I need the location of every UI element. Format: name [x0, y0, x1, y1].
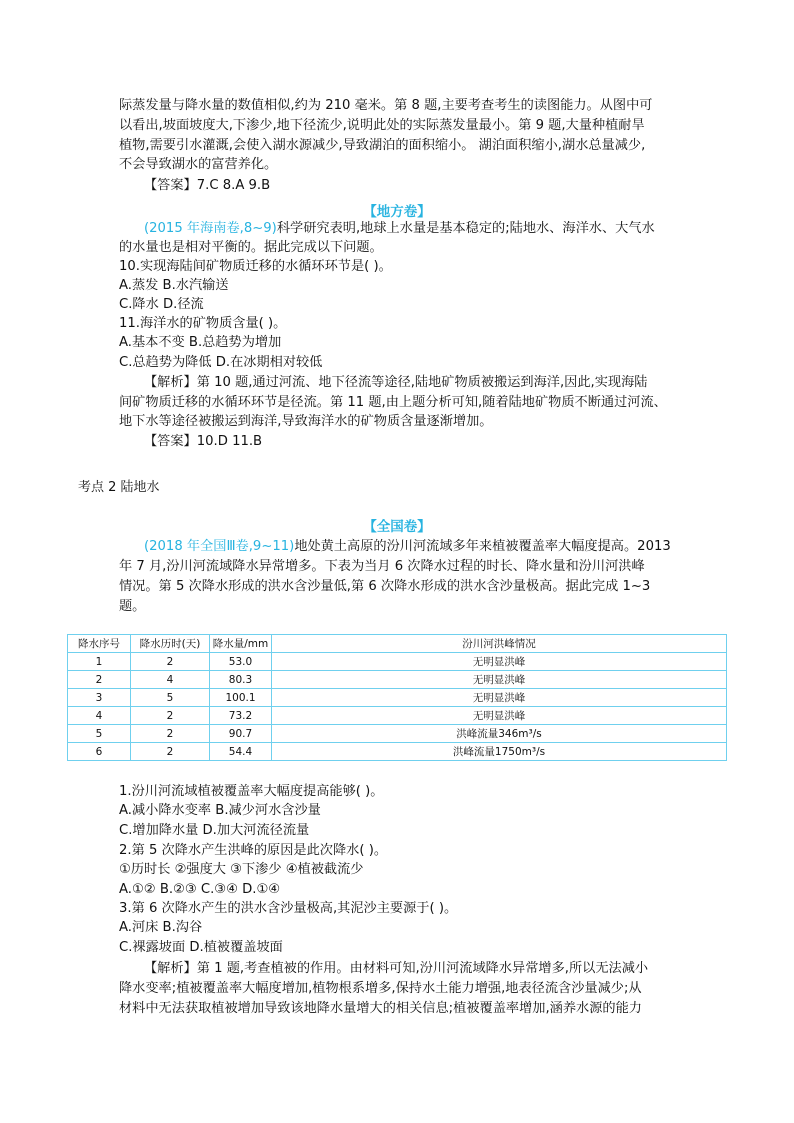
question-1: 1.汾川河流域植被覆盖率大幅度提高能够( )。: [119, 784, 384, 799]
topic-heading: 考点 2 陆地水: [78, 480, 160, 495]
paragraph-line: 以看出,坡面坡度大,下渗少,地下径流少,说明此处的实际蒸发量最小。第 9 题,大量种植耐旱: [119, 118, 645, 133]
question-3: 3.第 6 次降水产生的洪水含沙量极高,其泥沙主要源于( )。: [119, 901, 458, 916]
table-row: [68, 725, 727, 743]
table-cell: 100.1: [210, 689, 272, 707]
section-title-national: 【全国卷】: [363, 519, 431, 535]
table-cell: 4: [131, 671, 210, 689]
analysis-line: 间矿物质迁移的水循环环节是径流。第 11 题,由上题分析可知,随着陆地矿物质不断通过河流、: [119, 395, 667, 410]
question-10-options: C.降水 D.径流: [119, 297, 204, 312]
table-row: [68, 653, 727, 671]
table-row: [68, 671, 727, 689]
table-cell: 无明显洪峰: [272, 689, 727, 707]
table-cell: 无明显洪峰: [272, 653, 727, 671]
table-cell: 90.7: [210, 725, 272, 743]
table-cell: 4: [68, 707, 131, 725]
question-10-options: A.蒸发 B.水汽输送: [119, 278, 229, 293]
table-cell: 5: [131, 689, 210, 707]
table-cell: 2: [131, 725, 210, 743]
question-3-options: C.裸露坡面 D.植被覆盖坡面: [119, 940, 283, 955]
intro-line: 的水量也是相对平衡的。据此完成以下问题。: [119, 240, 383, 255]
table-cell: 2: [131, 707, 210, 725]
table-cell: 3: [68, 689, 131, 707]
section-title-local: 【地方卷】: [363, 204, 431, 220]
table-row: [68, 689, 727, 707]
analysis-line: 地下水等途径被搬运到海洋,导致海洋水的矿物质含量逐渐增加。: [119, 414, 493, 429]
table-header: 降水序号: [68, 635, 131, 653]
analysis-line: 降水变率;植被覆盖率大幅度增加,植物根系增多,保持水土能力增强,地表径流含沙量减少;从: [119, 981, 642, 996]
table-cell: 2: [68, 671, 131, 689]
table-cell: 2: [131, 653, 210, 671]
table-cell: 5: [68, 725, 131, 743]
paragraph-line: 植物,需要引水灌溉,会使入湖水源减少,导致湖泊的面积缩小。 湖泊面积缩小,湖水总量减少,: [119, 138, 646, 153]
table-cell: 洪峰流量346m³/s: [272, 725, 727, 743]
question-11-options: C.总趋势为降低 D.在冰期相对较低: [119, 355, 323, 370]
source-label: (2018 年全国Ⅲ卷,9~11): [144, 539, 295, 554]
question-10: 10.实现海陆间矿物质迁移的水循环环节是( )。: [119, 259, 392, 274]
precipitation-table: [67, 634, 727, 761]
paragraph-line: 不会导致湖水的富营养化。: [119, 157, 278, 172]
table-cell: 73.2: [210, 707, 272, 725]
table-header-row: [68, 635, 727, 653]
table-cell: 53.0: [210, 653, 272, 671]
question-3-options: A.河床 B.沟谷: [119, 920, 203, 935]
table-cell: 54.4: [210, 743, 272, 761]
table-cell: 洪峰流量1750m³/s: [272, 743, 727, 761]
answer-line: 【答案】10.D 11.B: [144, 434, 263, 449]
analysis-line: 材料中无法获取植被增加导致该地降水量增大的相关信息;植被覆盖率增加,涵养水源的能力: [119, 1001, 642, 1016]
table-header: 降水历时(天): [131, 635, 210, 653]
intro-line: 情况。第 5 次降水形成的洪水含沙量低,第 6 次降水形成的洪水含沙量极高。据此完成 1~3: [119, 579, 651, 594]
source-label: (2015 年海南卷,8~9): [144, 221, 277, 236]
intro-line: (2018 年全国Ⅲ卷,9~11)地处黄土高原的汾川河流域多年来植被覆盖率大幅度提高。2013: [144, 539, 671, 554]
question-2-items: ①历时长 ②强度大 ③下渗少 ④植被截流少: [119, 862, 364, 877]
question-11-options: A.基本不变 B.总趋势为增加: [119, 335, 282, 350]
table-cell: 2: [131, 743, 210, 761]
question-1-options: C.增加降水量 D.加大河流径流量: [119, 823, 310, 838]
intro-line: 年 7 月,汾川河流域降水异常增多。下表为当月 6 次降水过程的时长、降水量和汾川河洪峰: [119, 559, 645, 574]
question-11: 11.海洋水的矿物质含量( )。: [119, 316, 287, 331]
table-cell: 1: [68, 653, 131, 671]
table-header: 降水量/mm: [210, 635, 272, 653]
table-cell: 80.3: [210, 671, 272, 689]
question-2-options: A.①② B.②③ C.③④ D.①④: [119, 882, 281, 897]
table-row: [68, 707, 727, 725]
paragraph-line: 际蒸发量与降水量的数值相似,约为 210 毫米。第 8 题,主要考查考生的读图能力。从图中可: [119, 98, 653, 113]
table-cell: 无明显洪峰: [272, 707, 727, 725]
answer-line: 【答案】7.C 8.A 9.B: [144, 178, 271, 193]
question-1-options: A.减小降水变率 B.减少河水含沙量: [119, 803, 321, 818]
intro-line: 题。: [119, 599, 146, 614]
table-header: 汾川河洪峰情况: [272, 635, 727, 653]
intro-line: (2015 年海南卷,8~9)科学研究表明,地球上水量是基本稳定的;陆地水、海洋水、大气水: [144, 221, 655, 236]
analysis-line: 【解析】第 10 题,通过河流、地下径流等途径,陆地矿物质被搬运到海洋,因此,实现海陆: [144, 375, 648, 390]
table-cell: 6: [68, 743, 131, 761]
table-cell: 无明显洪峰: [272, 671, 727, 689]
question-2: 2.第 5 次降水产生洪峰的原因是此次降水( )。: [119, 843, 388, 858]
analysis-line: 【解析】第 1 题,考查植被的作用。由材料可知,汾川河流域降水异常增多,所以无法减小: [144, 961, 649, 976]
table-row: [68, 743, 727, 761]
